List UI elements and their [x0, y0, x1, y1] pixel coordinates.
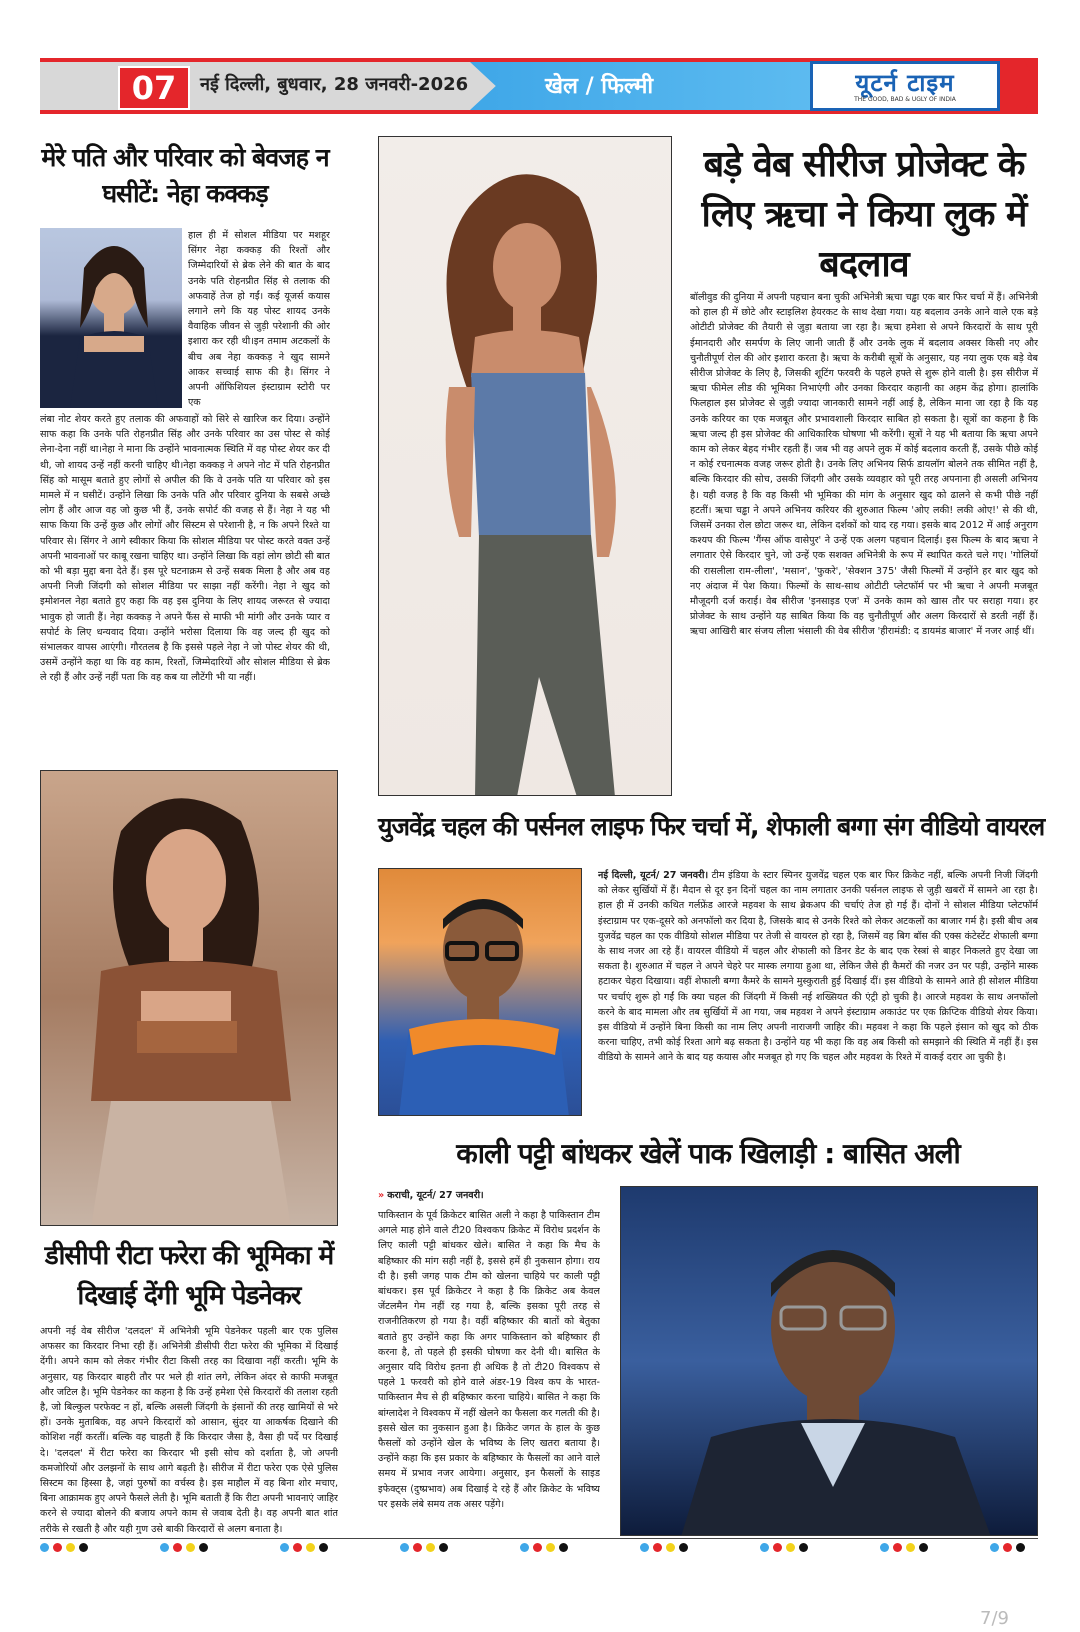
- neha-figure-icon: [40, 228, 182, 408]
- section-title: खेल / फिल्मी: [545, 74, 654, 99]
- print-dot: [40, 1543, 49, 1552]
- print-dot: [79, 1543, 88, 1552]
- footer-color-dots-8: [880, 1543, 928, 1555]
- footer-color-dots-3: [280, 1543, 328, 1555]
- print-dot: [786, 1543, 795, 1552]
- print-dot: [199, 1543, 208, 1552]
- print-dot: [640, 1543, 649, 1552]
- print-dot: [66, 1543, 75, 1552]
- print-dot: [1016, 1543, 1025, 1552]
- print-dot: [666, 1543, 675, 1552]
- footer-color-dots-1: [40, 1543, 88, 1555]
- page-mark: 7/9: [980, 1608, 1009, 1629]
- chahal-body-text: [598, 868, 1038, 1122]
- basit-dateline: कराची, यूटर्न/ 27 जनवरी।: [387, 1190, 484, 1201]
- print-dot: [53, 1543, 62, 1552]
- print-dot: [990, 1543, 999, 1552]
- print-dot: [559, 1543, 568, 1552]
- photo-bhumi-pednekar: [40, 770, 338, 1226]
- print-dot: [906, 1543, 915, 1552]
- logo-text: यूटर्न टाइम: [855, 68, 955, 97]
- print-dot: [319, 1543, 328, 1552]
- header-dateline: नई दिल्ली, बुधवार, 28 जनवरी-2026: [200, 74, 469, 95]
- print-dot: [280, 1543, 289, 1552]
- print-dot: [160, 1543, 169, 1552]
- basit-dateline-row: [378, 1188, 598, 1206]
- photo-neha-kakkar: [40, 228, 182, 408]
- footer-color-dots-6: [640, 1543, 688, 1555]
- richa-body-text: बॉलीवुड की दुनिया में अपनी पहचान बना चुकी अभिनेत्री ऋचा चड्ढा एक बार फिर चर्चा में हैं। अभिनेत्री को हाल ही में छोटे और स्टाइलिश हेयरकट के साथ देखा गया। यह बदलाव उनके आने वाले एक बड़े ओटीटी प्रोजेक्ट की तैयारी से जुड़ा बताया जा रहा है। ऋचा हमेशा से अपने किरदारों के साथ पूरी ईमानदारी और समर्पण के लिए जानी जाती हैं और उनके लुक में बदलाव अक्सर किसी नए और चुनौतीपूर्ण रोल की ओर इशारा करता है। ऋचा के करीबी सूत्रों के अनुसार, यह नया लुक एक बड़े वेब सीरीज प्रोजेक्ट के लिए है, जिसकी शूटिंग फरवरी के पहले हफ्ते से शुरू होने वाली है। इस सीरीज में ऋचा फीमेल लीड की भूमिका निभाएंगी और उनका किरदार कहानी का अहम केंद्र होगा। हालांकि फिलहाल इस प्रोजेक्ट से जुड़ी ज्यादा जानकारी सामने नहीं आई है, लेकिन माना जा रहा है कि यह उनके करियर का एक मजबूत और प्रभावशाली किरदार साबित हो सकता है। सूत्रों का कहना है कि ऋचा जल्द ही इस प्रोजेक्ट की आधिकारिक घोषणा भी करेंगी। सूत्रों ने यह भी बताया कि ऋचा अपने काम को लेकर बेहद गंभीर रहती हैं। जब भी वह अपने लुक में कोई बदलाव करती हैं, उसके पीछे कोई न कोई रचनात्मक वजह जरूर होती है। उनके लिए अभिनय सिर्फ डायलॉग बोलने तक सीमित नहीं है, बल्कि किरदार की सोच, उसकी जिंदगी और उसके व्यवहार को पूरी तरह अपनाना ही असली अभिनय है। यही वजह है कि वह किसी भी भूमिका की मांग के अनुसार खुद को ढालने से कभी पीछे नहीं हटतीं। ऋचा चड्ढा ने अपने अभिनय करियर की शुरुआत फिल्म 'ओए लकी! लकी ओए!' से की थी, जिसमें उनका रोल छोटा जरूर था, लेकिन दर्शकों को याद रह गया। इसके बाद 2012 में आई अनुराग कश्यप की फिल्म 'गैंग्स ऑफ वासेपुर' ने उन्हें एक अलग पहचान दिलाई। इस फिल्म के बाद ऋचा ने लगातार ऐसे किरदार चुने, जो उन्हें एक सशक्त अभिनेत्री के रूप में स्थापित करते चले गए। 'गोलियों की रासलीला राम-लीला', 'मसान', 'फुकरे', 'सेक्शन 375' जैसी फिल्मों में उन्होंने हर बार खुद को नए अंदाज में पेश किया। फिल्मों के साथ-साथ ओटीटी प्लेटफॉर्म पर भी ऋचा ने अपनी मजबूत मौजूदगी दर्ज कराई। वेब सीरीज 'इनसाइड एज' में उनके काम को खास तौर पर सराहा गया। हर प्रोजेक्ट के साथ उन्होंने यह साबित किया कि वह चुनौतीपूर्ण और अलग किरदारों से डरती नहीं हैं। ऋचा आखिरी बार संजय लीला भंसाली की वेब सीरीज 'हीरामंडी: द डायमंड बाजार' में नजर आई थीं।: [690, 292, 1038, 638]
- print-dot: [653, 1543, 662, 1552]
- print-dot: [799, 1543, 808, 1552]
- bhumi-figure-icon: [41, 771, 338, 1226]
- print-dot: [773, 1543, 782, 1552]
- print-dot: [919, 1543, 928, 1552]
- headline-neha: मेरे पति और परिवार को बेवजह न घसीटें: नेहा कक्कड़: [41, 143, 329, 208]
- print-dot: [679, 1543, 688, 1552]
- print-dot: [400, 1543, 409, 1552]
- print-dot: [439, 1543, 448, 1552]
- print-dot: [533, 1543, 542, 1552]
- print-dot: [186, 1543, 195, 1552]
- print-dot: [880, 1543, 889, 1552]
- neha-intro-text: हाल ही में सोशल मीडिया पर मशहूर सिंगर नेहा कक्कड़ की रिश्तों और जिम्मेदारियों से ब्रेक लेने की बात के बाद उनके पति रोहनप्रीत सिंह से तलाक की अफवाहें तेज हो गईं। कई यूजर्स कयास लगाने लगे कि यह पोस्ट शायद उनके वैवाहिक जीवन से जुड़ी परेशानी की ओर इशारा कर रही थी।इन तमाम अटकलों के बीच अब नेहा कक्कड़ ने खुद सामने आकर सच्चाई साफ की है। सिंगर ने अपनी ऑफिशियल इंस्टाग्राम स्टोरी पर एक: [188, 230, 330, 409]
- chahal-dateline: नई दिल्ली, यूटर्न/ 27 जनवरी।: [598, 870, 709, 881]
- chahal-figure-icon: [379, 869, 582, 1116]
- neha-body-text: लंबा नोट शेयर करते हुए तलाक की अफवाहों को सिरे से खारिज कर दिया। उन्होंने साफ कहा कि उनके पति रोहनप्रीत सिंह और उनके परिवार का उस पोस्ट से कोई लेना-देना नहीं था।नेहा ने माना कि उन्होंने भावनात्मक स्थिति में वह पोस्ट शेयर कर दी थी, जो शायद उन्हें नहीं करनी चाहिए थी।नेहा कक्कड़ ने अपने नोट में पति रोहनप्रीत सिंह को मासूम बताते हुए लोगों से अपील की कि वे उनके पति या परिवार को इस मामले में न घसीटें। उन्होंने लिखा कि उनके पति और परिवार दुनिया के सबसे अच्छे लोग हैं और आज वह जो कुछ भी हैं, उनके सपोर्ट की वजह से हैं। नेहा ने यह भी साफ किया कि उन्हें कुछ और लोगों और सिस्टम से परेशानी है, न कि अपने रिश्ते या परिवार से। सिंगर ने आगे स्वीकार किया कि सोशल मीडिया पर पोस्ट करते वक्त उन्हें अपनी भावनाओं पर काबू रखना चाहिए था। उन्होंने लिखा कि वहां लोग छोटी सी बात को भी बड़ा मुद्दा बना देते हैं। इस पूरे घटनाक्रम से उन्हें सबक मिला है और अब वह अपनी निजी जिंदगी को सोशल मीडिया पर साझा नहीं करेंगी। नेहा ने खुद को इमोशनल नेहा बताते हुए कहा कि वह इस दुनिया के लिए शायद जरूरत से ज्यादा भावुक हो जाती हैं। नेहा कक्कड़ ने अपने फैंस से माफी भी मांगी और उनके प्यार व सपोर्ट के लिए धन्यवाद दिया। उन्होंने भरोसा दिलाया कि वह जल्द ही खुद को संभालकर वापस आएंगी। गौरतलब है कि इससे पहले नेहा ने जो पोस्ट शेयर की थी, उसमें उन्होंने कहा था कि वह काम, रिश्तों, जिम्मेदारियों और सोशल मीडिया से ब्रेक ले रही हैं और उन्हें नहीं पता कि वह कब या लौटेंगी भी या नहीं।: [40, 414, 330, 684]
- footer-color-dots-5: [520, 1543, 568, 1555]
- footer-color-dots-7: [760, 1543, 808, 1555]
- basit-body-text: पाकिस्तान के पूर्व क्रिकेटर बासित अली ने कहा है पाकिस्तान टीम अगले माह होने वाले टी20 विश्वकप क्रिकेट में विरोध प्रदर्शन के लिए काली पट्टी बांधकर खेले। बासित ने कहा कि मैच के बहिष्कार की मांग सही नहीं है, इससे हमें ही नुकसान होगा। राय दी है। इसी जगह पाक टीम को खेलना चाहिये पर काली पट्टी बांधकर। इस पूर्व क्रिकेटर ने कहा है कि क्रिकेट अब केवल जेंटलमैन गेम नहीं रह गया है, बल्कि इसका पूरी तरह से राजनीतिकरण हो गया है। वहीं बहिष्कार की बातों को बेतुका बताते हुए उन्होंने कहा कि अगर पाकिस्तान को बहिष्कार ही करना है, तो पहले ही इसकी घोषणा कर देनी थी। बासित के अनुसार यदि विरोध इतना ही अधिक है तो टी20 विश्वकप से पहले 1 फरवरी को होने वाले अंडर-19 विश्व कप के भारत-पाकिस्तान मैच से ही बहिष्कार करना चाहिये। बासित ने कहा कि बांग्लादेश ने विश्वकप में नहीं खेलने का फैसला कर गलती की है। इससे खेल का नुकसान हुआ है। क्रिकेट जगत के हाल के कुछ फैसलों को उन्होंने खेल के भविष्य के लिए खतरा बताया है। उन्होंने कहा कि इस प्रकार के बहिष्कार के फैसलों का आने वाले समय में प्रभाव नजर आयेगा। अनुसार, इन फैसलों के साइड इफेक्ट्स (दुष्प्रभाव) अब दिखाई दे रहे हैं और क्रिकेट के भविष्य पर इसके लंबे समय तक असर पड़ेंगे।: [378, 1210, 600, 1510]
- print-dot: [426, 1543, 435, 1552]
- print-dot: [760, 1543, 769, 1552]
- headline-basit: काली पट्टी बांधकर खेलें पाक खिलाड़ी : बासित अली: [456, 1137, 960, 1170]
- richa-figure-icon: [379, 137, 672, 796]
- print-dot: [546, 1543, 555, 1552]
- chahal-body: टीम इंडिया के स्टार स्पिनर युजवेंद्र चहल एक बार फिर क्रिकेट नहीं, बल्कि अपनी निजी जिंदगी को लेकर सुर्खियों में हैं। मैदान से दूर इन दिनों चहल का नाम लगातार उनकी पर्सनल लाइफ से जुड़ी खबरों में सामने आ रहा है। हाल ही में उनकी कथित गर्लफ्रेंड आरजे महवश के साथ ब्रेकअप की चर्चाएं तेज हो गई हैं। दोनों ने सोशल मीडिया प्लेटफॉर्म इंस्टाग्राम पर एक-दूसरे को अनफॉलो कर दिया है, जिसके बाद से उनके रिश्ते को लेकर अटकलों का बाजार गर्म है। इसी बीच अब युजवेंद्र चहल का एक वीडियो सोशल मीडिया पर तेजी से वायरल हो रहा है, जिसमें वह बिग बॉस की एक्स कंटेस्टेंट शेफाली बग्गा के साथ नजर आ रहे हैं। वायरल वीडियो में चहल और शेफाली को डिनर डेट के बाद एक रेस्त्रां से बाहर निकलते हुए देखा जा सकता है। शुरुआत में चहल ने अपने चेहरे पर मास्क लगाया हुआ था, लेकिन जैसे ही कैमरों की नजर उन पर पड़ी, उन्होंने मास्क हटाकर चेहरा दिखाया। वहीं शेफाली बग्गा कैमरे के सामने मुस्कुराती हुई दिखाई दीं। इस वीडियो के सामने आते ही सोशल मीडिया पर चर्चाएं शुरू हो गईं कि क्या चहल की जिंदगी में किसी नई शख्सियत की एंट्री हो चुकी है। आरजे महवश के साथ अनफॉलो करने के बाद मामला और तब सुर्खियों में आ गया, जब महवश ने अपने इंस्टाग्राम अकाउंट पर एक क्रिप्टिक वीडियो शेयर किया। इस वीडियो में उन्होंने बिना किसी का नाम लिए अपनी नाराजगी जाहिर की। महवश ने कहा कि पहले इंसान को खुद को ठीक करना चाहिए, तभी कोई रिश्ता आगे बढ़ सकता है। उन्होंने यह भी कहा कि वह अब किसी को समझाने की स्थिति में नहीं हैं। इस वीडियो के सामने आने के बाद यह कयास और मजबूत हो गए कि चहल और महवश के रिश्ते में वाकई दरार आ चुकी है।: [598, 870, 1038, 1064]
- print-dot: [306, 1543, 315, 1552]
- page-number: 07: [118, 66, 190, 110]
- print-dot: [520, 1543, 529, 1552]
- headline-chahal: युजवेंद्र चहल की पर्सनल लाइफ फिर चर्चा में, शेफाली बग्गा संग वीडियो वायरल: [378, 812, 1045, 841]
- headline-richa: बड़े वेब सीरीज प्रोजेक्ट के लिए ऋचा ने किया लुक में बदलाव: [701, 144, 1027, 285]
- chevron-right-icon: »: [378, 1190, 385, 1201]
- photo-yuzvendra-chahal: [378, 868, 582, 1116]
- newspaper-logo: [810, 61, 1000, 111]
- print-dot: [893, 1543, 902, 1552]
- logo-tagline: THE GOOD, BAD & UGLY OF INDIA: [854, 95, 956, 103]
- footer-color-dots-4: [400, 1543, 448, 1555]
- bhumi-body-text: अपनी नई वेब सीरीज 'दलदल' में अभिनेत्री भूमि पेडनेकर पहली बार एक पुलिस अफसर का किरदार निभा रही हैं। अभिनेत्री डीसीपी रीटा फरेरा की भूमिका में दिखाई देंगी। अपने काम को लेकर गंभीर रीटा किसी तरह का दिखावा नहीं करती। भूमि के अनुसार, यह किरदार बाहरी तौर पर भले ही शांत लगे, लेकिन अंदर से काफी मजबूत और जटिल है। भूमि पेडनेकर का कहना है कि उन्हें हमेशा ऐसे किरदारों की तलाश रहती है, जो बिल्कुल परफेक्ट न हों, बल्कि असली जिंदगी के इंसानों की तरह खामियों से भरे हों। उनके मुताबिक, वह अपने किरदारों को आसान, सुंदर या आकर्षक दिखाने की कोशिश नहीं करतीं। बल्कि वह चाहती हैं कि किरदार जैसा है, वैसा ही पर्दे पर दिखाई दे। 'दलदल' में रीटा फरेरा का किरदार भी इसी सोच को दर्शाता है, जो अपनी कमजोरियों और उलझनों के साथ आगे बढ़ती है। सीरीज में रीटा फरेरा एक ऐसे पुलिस सिस्टम का हिस्सा है, जहां पुरुषों का वर्चस्व है। इस माहौल में वह बिना शोर मचाए, बिना आक्रामक हुए अपने फैसले लेती है। भूमि बताती हैं कि रीटा अपनी भावनाएं जाहिर करने से ज्यादा बोलने की बजाय अपने काम से जवाब देती है। वह अपनी बात शांत तरीके से रखती है और यही गुण उसे बाकी किरदारों से अलग बनाता है।: [40, 1326, 338, 1534]
- basit-figure-icon: [621, 1187, 1038, 1536]
- photo-basit-ali: [620, 1186, 1038, 1536]
- print-dot: [173, 1543, 182, 1552]
- print-dot: [293, 1543, 302, 1552]
- photo-richa-chadha: [378, 136, 672, 796]
- page-header: [40, 58, 1038, 114]
- footer-color-dots-9: [990, 1543, 1025, 1555]
- footer-color-dots-2: [160, 1543, 208, 1555]
- print-dot: [1003, 1543, 1012, 1552]
- footer-rule: [40, 1538, 1038, 1539]
- headline-bhumi: डीसीपी रीटा फरेरा की भूमिका में दिखाई देंगी भूमि पेडनेकर: [44, 1241, 334, 1311]
- print-dot: [413, 1543, 422, 1552]
